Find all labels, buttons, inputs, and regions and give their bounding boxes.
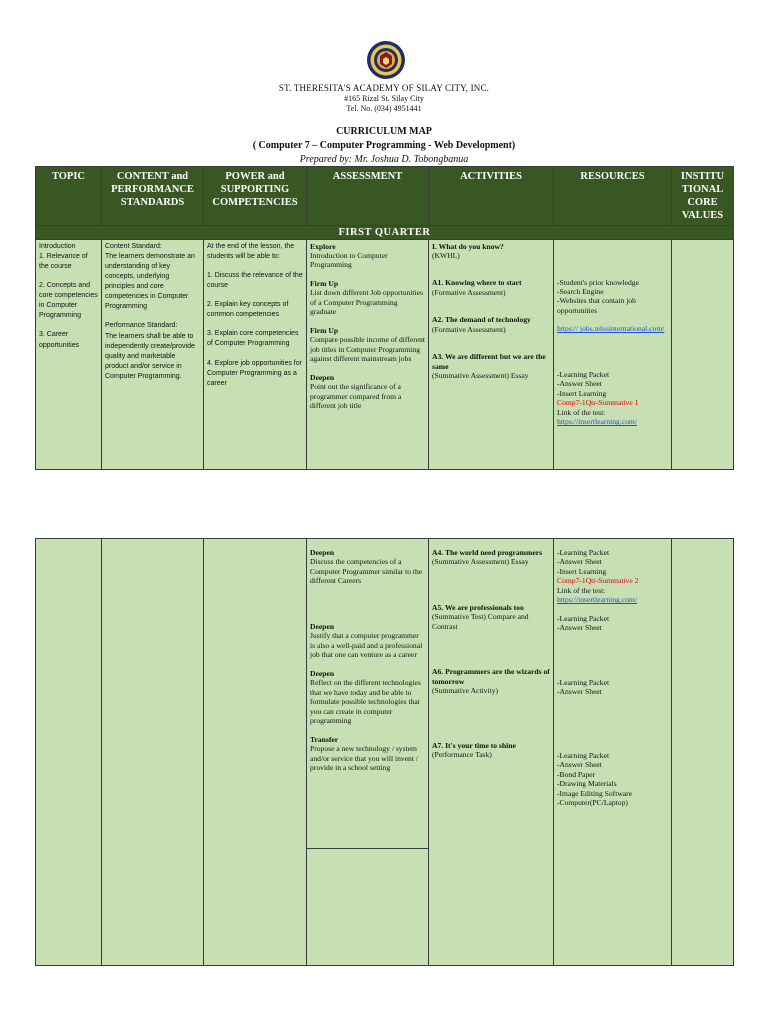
content-standard-label: Content Standard: xyxy=(105,242,162,250)
subject-title: ( Computer 7 – Computer Programming - Web Development) xyxy=(252,140,516,151)
resource-item: -Image Editing Software xyxy=(557,788,633,798)
column-header-resources: RESOURCES xyxy=(554,167,672,226)
summative-code: Comp7-1Qtr-Summative 2 xyxy=(557,576,639,586)
resource-item: -Insert Learning xyxy=(557,388,607,398)
test-link[interactable]: https://insertlearning.com/ xyxy=(557,595,637,605)
assessment-head: Deepen xyxy=(310,548,335,557)
assessment-head: Explore xyxy=(310,241,336,251)
activity-head: A4. The world need programmers xyxy=(432,548,543,557)
core-values-cell xyxy=(672,539,734,966)
assessment-text: List down different Job opportunities of a Computer Programming graduate xyxy=(310,288,423,317)
activity-head: A6. Programmers are the wizards of tomorrow xyxy=(432,667,550,686)
activity-head: A1. Knowing where to start xyxy=(432,278,522,288)
core-values-cell xyxy=(672,239,734,469)
resource-item: -Bond Paper xyxy=(557,769,596,779)
content-standard-text: The learners demonstrate an understanding of key concepts, underlying principles and core competencies in Computer Programming xyxy=(105,252,195,311)
assessment-head: Transfer xyxy=(310,734,339,744)
assessment-head: Deepen xyxy=(310,621,335,631)
assessment-cell-empty xyxy=(307,849,429,966)
topic-cell xyxy=(36,239,102,469)
activity-text: (Summative Assessment) Essay xyxy=(432,557,529,567)
resource-item: Link of the test: xyxy=(557,407,606,417)
school-name: ST. THERESITA'S ACADEMY OF SILAY CITY, INC. xyxy=(278,83,490,93)
resource-item: -Answer Sheet xyxy=(557,623,602,633)
topic-item: 2. Concepts and core competencies in Computer Programming xyxy=(39,281,98,320)
activity-head: A2. The demand of technology xyxy=(432,315,531,325)
assessment-text: Discuss the competencies of a Computer Programmer similar to the different Careers xyxy=(310,557,423,586)
competency-intro: At the end of the lesson, the students will be able to: xyxy=(207,242,295,260)
assessment-text: Propose a new technology / system and/or service that you will invent / provide in a school setting xyxy=(310,744,418,773)
standards-cell xyxy=(102,539,204,966)
topic-item: 1. Relevance of the course xyxy=(39,252,88,270)
column-header-topic: TOPIC xyxy=(36,167,102,226)
activity-head: A3. We are different but we are the same xyxy=(432,352,546,371)
assessment-head: Firm Up xyxy=(310,278,339,288)
activity-text: (Performance Task) xyxy=(432,750,492,760)
topic-cell xyxy=(36,539,102,966)
competencies-cell xyxy=(204,539,307,966)
resource-item: -Learning Packet xyxy=(557,369,610,379)
assessment-cell xyxy=(307,239,429,469)
resources-cell xyxy=(554,239,672,469)
school-address: #165 Rizal St. Silay City xyxy=(344,94,424,103)
assessment-cell xyxy=(307,539,429,849)
assessment-text: Reflect on the different technologies that we have today and be able to formulate possible technologies that you can create in computer programming xyxy=(310,678,421,726)
activities-cell xyxy=(429,239,554,469)
column-header-activities: ACTIVITIES xyxy=(429,167,554,226)
competency-item: 1. Discuss the relevance of the course xyxy=(207,271,303,289)
performance-standard-text: The learners shall be able to independently create/provide quality and marketable product and/or service in Computer Programming. xyxy=(105,332,195,381)
assessment-head: Firm Up xyxy=(310,325,339,335)
resource-item: -Insert Learning xyxy=(557,566,607,576)
topic-item: 3. Career opportunities xyxy=(39,331,80,349)
resource-item: -Learning Packet xyxy=(557,750,610,760)
resource-item: -Answer Sheet xyxy=(557,557,602,567)
column-header-competencies: POWER and SUPPORTING COMPETENCIES xyxy=(204,167,307,226)
quarter-label: FIRST QUARTER xyxy=(36,225,734,239)
document-title: CURRICULUM MAP xyxy=(336,126,432,137)
resource-item: -Learning Packet xyxy=(557,548,610,557)
column-header-assessment: ASSESSMENT xyxy=(307,167,429,226)
competency-item: 2. Explain key concepts of common competencies xyxy=(207,301,289,319)
activity-text: (Summative Activity) xyxy=(432,686,499,696)
assessment-text: Justify that a computer programmer is also a well-paid and a professional job that one can venture as a career xyxy=(310,631,423,660)
assessment-text: Compare possible income of different job titles in Computer Programming against different mainstream jobs xyxy=(310,335,425,364)
column-header-core-values: INSTITU TIONAL CORE VALUES xyxy=(672,167,734,226)
summative-code: Comp7-1Qtr-Summative 1 xyxy=(557,398,639,408)
standards-cell xyxy=(102,239,204,469)
school-seal-logo xyxy=(366,40,406,80)
prepared-by: Prepared by: Mr. Joshua D. Tobongbanua xyxy=(299,154,469,165)
competency-item: 4. Explore job opportunities for Computer Programming as a career xyxy=(207,359,302,387)
curriculum-table-page-2 xyxy=(35,538,734,966)
performance-standard-label: Performance Standard: xyxy=(105,322,178,330)
assessment-head: Deepen xyxy=(310,668,335,678)
resource-item: -Drawing Materials xyxy=(557,779,617,789)
resource-item: -Answer Sheet xyxy=(557,379,602,389)
test-link[interactable]: https://insertlearning.com/ xyxy=(557,417,637,427)
activity-text: (Summative Assessment) Essay xyxy=(432,371,529,381)
competencies-cell xyxy=(204,239,307,469)
resource-item: -Learning Packet xyxy=(557,613,610,623)
resource-item: -Answer Sheet xyxy=(557,760,602,770)
activity-text: (Summative Test) Compare and Contrast xyxy=(432,612,529,631)
activity-text: (Formative Assessment) xyxy=(432,324,506,334)
activity-text: (Formative Assessment) xyxy=(432,287,506,297)
assessment-head: Deepen xyxy=(310,372,335,382)
activity-head: A7. It's your time to shine xyxy=(432,740,516,750)
activities-cell xyxy=(429,539,554,966)
assessment-text: Introduction to Computer Programming xyxy=(310,250,388,270)
activity-text: (KWHL) xyxy=(432,250,460,260)
curriculum-table-page-1 xyxy=(35,166,734,470)
activity-head: A5. We are professionals too xyxy=(432,602,524,612)
assessment-text: Point out the significance of a programmer compared from a different job title xyxy=(310,382,402,411)
topic-heading: Introduction xyxy=(39,242,76,250)
job-site-link[interactable]: https:// jobs.telusinternational.com/ xyxy=(557,324,665,334)
resources-cell xyxy=(554,539,672,966)
activity-head: I. What do you know? xyxy=(432,241,504,251)
resource-item: -Websites that contain job opportunities xyxy=(557,296,636,315)
resource-item: -Answer Sheet xyxy=(557,687,602,697)
resource-item: Link of the test: xyxy=(557,585,606,595)
resource-item: -Learning Packet xyxy=(557,677,610,687)
resource-item: -Student's prior knowledge xyxy=(557,277,639,287)
competency-item: 3. Explain core competencies of Computer Programming xyxy=(207,330,299,348)
column-header-standards: CONTENT and PERFORMANCE STANDARDS xyxy=(102,167,204,226)
resource-item: -Computer(PC/Laptop) xyxy=(557,798,628,808)
resource-item: -Search Engine xyxy=(557,286,604,296)
school-telephone: Tel. No. (034) 4951441 xyxy=(346,104,422,113)
